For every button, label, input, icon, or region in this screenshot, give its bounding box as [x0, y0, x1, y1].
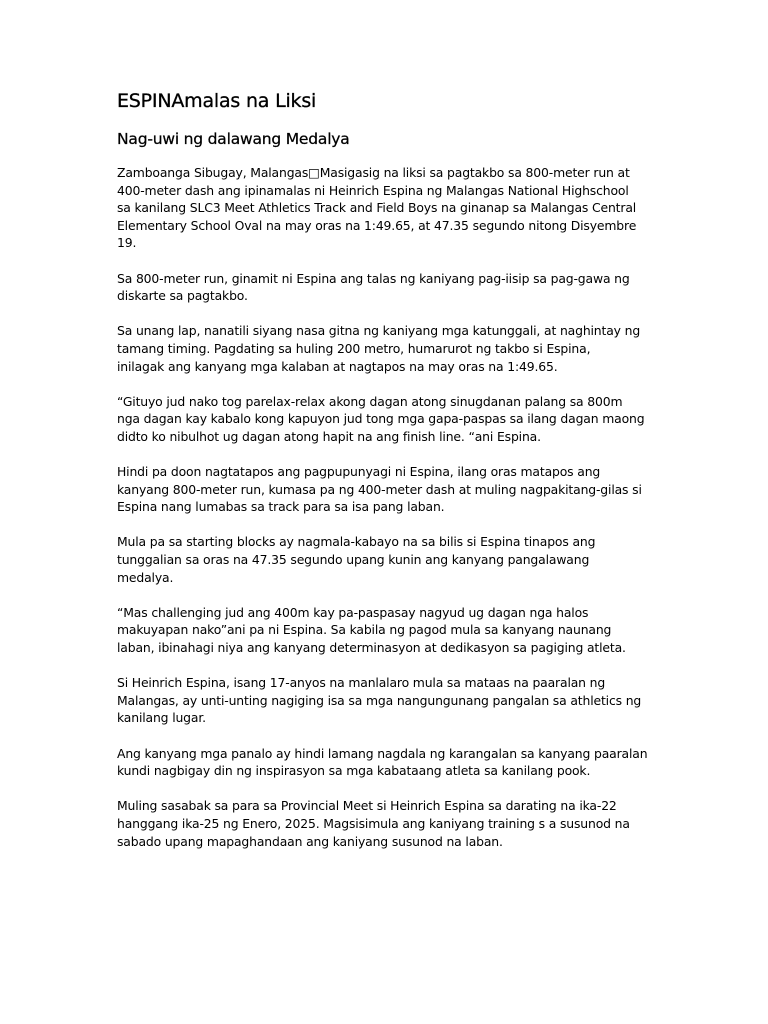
paragraph-line: medalya.: [117, 569, 174, 585]
paragraph-line: tunggalian sa oras na 47.35 segundo upang kunin ang kanyang pangalawang: [117, 552, 590, 568]
paragraph-line: Elementary School Oval na may oras na 1:49.65, at 47.35 segundo nitong Disyembre: [117, 217, 637, 233]
paragraph-line: “Mas challenging jud ang 400m kay pa-paspasay nagyud ug dagan nga halos: [117, 604, 589, 620]
paragraph-line: sabado upang mapaghandaan ang kaniyang susunod na laban.: [117, 833, 503, 849]
paragraph-line: Mula pa sa starting blocks ay nagmala-kabayo na sa bilis si Espina tinapos ang: [117, 534, 596, 550]
paragraph: [117, 604, 657, 657]
paragraph: [117, 393, 657, 446]
paragraph-line: Si Heinrich Espina, isang 17-anyos na manlalaro mula sa mataas na paaralan ng: [117, 675, 606, 691]
paragraph: [117, 164, 657, 252]
paragraph-line: kanyang 800-meter run, kumasa pa ng 400-meter dash at muling nagpakitang-gilas si: [117, 481, 642, 497]
paragraph-line: hanggang ika-25 ng Enero, 2025. Magsisimula ang kaniyang training s a susunod na: [117, 815, 630, 831]
paragraph-line: 19.: [117, 235, 137, 251]
article-subtitle: Nag-uwi ng dalawang Medalya: [117, 130, 350, 148]
paragraph-line: inilagak ang kanyang mga kalaban at nagtapos na may oras na 1:49.65.: [117, 358, 558, 374]
paragraph-line: nga dagan kay kabalo kong kapuyon jud tong mga gapa-paspas sa ilang dagan maong: [117, 411, 645, 427]
paragraph: [117, 463, 657, 516]
paragraph-line: Sa 800-meter run, ginamit ni Espina ang talas ng kaniyang pag-iisip sa pag-gawa ng: [117, 270, 630, 286]
paragraph-line: sa kanilang SLC3 Meet Athletics Track and Field Boys na ginanap sa Malangas Central: [117, 200, 637, 216]
paragraph-line: makuyapan nako”ani pa ni Espina. Sa kabila ng pagod mula sa kanyang naunang: [117, 622, 612, 638]
paragraph-line: Espina nang lumabas sa track para sa isa pang laban.: [117, 499, 445, 515]
paragraph-line: “Gituyo jud nako tog parelax-relax akong dagan atong sinugdanan palang sa 800m: [117, 393, 623, 409]
paragraph-line: kundi nagbigay din ng inspirasyon sa mga kabataang atleta sa kanilang pook.: [117, 763, 591, 779]
paragraph-line: Ang kanyang mga panalo ay hindi lamang nagdala ng karangalan sa kanyang paaralan: [117, 745, 648, 761]
paragraph: [117, 745, 657, 780]
article-body: [117, 164, 657, 850]
paragraph: [117, 674, 657, 727]
paragraph: [117, 322, 657, 375]
paragraph-line: laban, ibinahagi niya ang kanyang determinasyon at dedikasyon sa pagiging atleta.: [117, 640, 626, 656]
paragraph: [117, 270, 657, 305]
paragraph-line: Zamboanga Sibugay, Malangas□Masigasig na liksi sa pagtakbo sa 800-meter run at: [117, 165, 630, 180]
document-page: [117, 88, 657, 868]
article-title: ESPINAmalas na Liksi: [117, 90, 317, 112]
paragraph-line: Muling sasabak sa para sa Provincial Meet si Heinrich Espina sa darating na ika-22: [117, 798, 617, 814]
paragraph-line: Hindi pa doon nagtatapos ang pagpupunyagi ni Espina, ilang oras matapos ang: [117, 464, 601, 480]
paragraph-line: Malangas, ay unti-unting nagiging isa sa mga nangungunang pangalan sa athletics ng: [117, 692, 642, 708]
paragraph-line: diskarte sa pagtakbo.: [117, 288, 248, 304]
paragraph: [117, 797, 657, 850]
paragraph-line: Sa unang lap, nanatili siyang nasa gitna ng kaniyang mga katunggali, at naghintay ng: [117, 323, 641, 339]
paragraph-line: tamang timing. Pagdating sa huling 200 metro, humarurot ng takbo si Espina,: [117, 340, 591, 356]
paragraph-line: didto ko nibulhot ug dagan atong hapit na ang finish line. “ani Espina.: [117, 428, 541, 444]
paragraph-line: 400-meter dash ang ipinamalas ni Heinrich Espina ng Malangas National Highschool: [117, 182, 629, 198]
paragraph-line: kanilang lugar.: [117, 710, 206, 726]
paragraph: [117, 533, 657, 586]
